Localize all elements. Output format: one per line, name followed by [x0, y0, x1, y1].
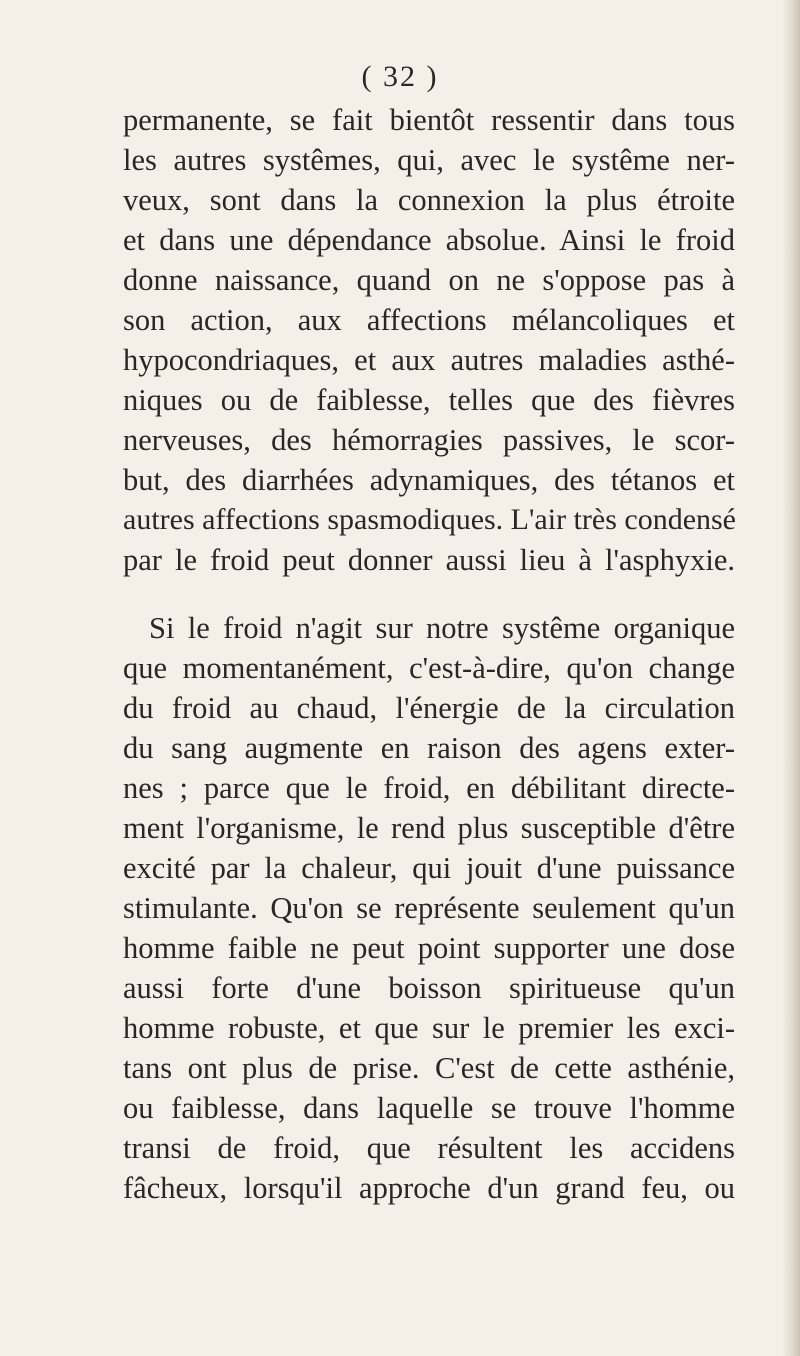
text-line: homme robuste, et que sur le premier les exci-: [123, 1011, 735, 1045]
paragraph-1: [123, 100, 735, 580]
text-line: fâcheux, lorsqu'il approche d'un grand feu, ou: [123, 1171, 735, 1205]
text-line: et dans une dépendance absolue. Ainsi le froid: [123, 223, 735, 257]
paragraph-2: [123, 608, 735, 1208]
text-line: niques ou de faiblesse, telles que des fièvres: [123, 383, 735, 417]
page-edge-shadow: [782, 0, 800, 1356]
text-line: du sang augmente en raison des agens exter-: [123, 731, 735, 765]
text-line: but, des diarrhées adynamiques, des tétanos et: [123, 463, 735, 497]
text-line: ment l'organisme, le rend plus susceptible d'être: [123, 811, 735, 845]
text-line: autres affections spasmodiques. L'air très condensé: [123, 503, 736, 536]
text-line: stimulante. Qu'on se représente seulement qu'un: [123, 891, 735, 925]
text-line: du froid au chaud, l'énergie de la circulation: [123, 691, 735, 725]
text-line: excité par la chaleur, qui jouit d'une puissance: [123, 851, 735, 885]
text-line: transi de froid, que résultent les accidens: [123, 1131, 735, 1165]
text-line: donne naissance, quand on ne s'oppose pas à: [123, 263, 735, 297]
text-line: homme faible ne peut point supporter une dose: [123, 931, 735, 965]
text-line: par le froid peut donner aussi lieu à l'asphyxie.: [123, 543, 735, 577]
text-line: nerveuses, des hémorragies passives, le scor-: [123, 423, 735, 457]
text-line: aussi forte d'une boisson spiritueuse qu'un: [123, 971, 735, 1005]
text-line: hypocondriaques, et aux autres maladies asthé-: [123, 343, 735, 377]
text-line: les autres systêmes, qui, avec le systême ner-: [123, 143, 735, 177]
text-line: permanente, se fait bientôt ressentir dans tous: [123, 103, 735, 137]
page-number: ( 32 ): [361, 60, 439, 93]
text-line: nes ; parce que le froid, en débilitant directe-: [123, 771, 735, 805]
text-line: ou faiblesse, dans laquelle se trouve l'homme: [123, 1091, 735, 1125]
text-line: veux, sont dans la connexion la plus étroite: [123, 183, 735, 217]
text-line: que momentanément, c'est-à-dire, qu'on change: [123, 651, 735, 685]
text-line: Si le froid n'agit sur notre systême organique: [149, 611, 735, 645]
text-line: tans ont plus de prise. C'est de cette asthénie,: [123, 1051, 735, 1085]
text-line: son action, aux affections mélancoliques et: [123, 303, 735, 337]
